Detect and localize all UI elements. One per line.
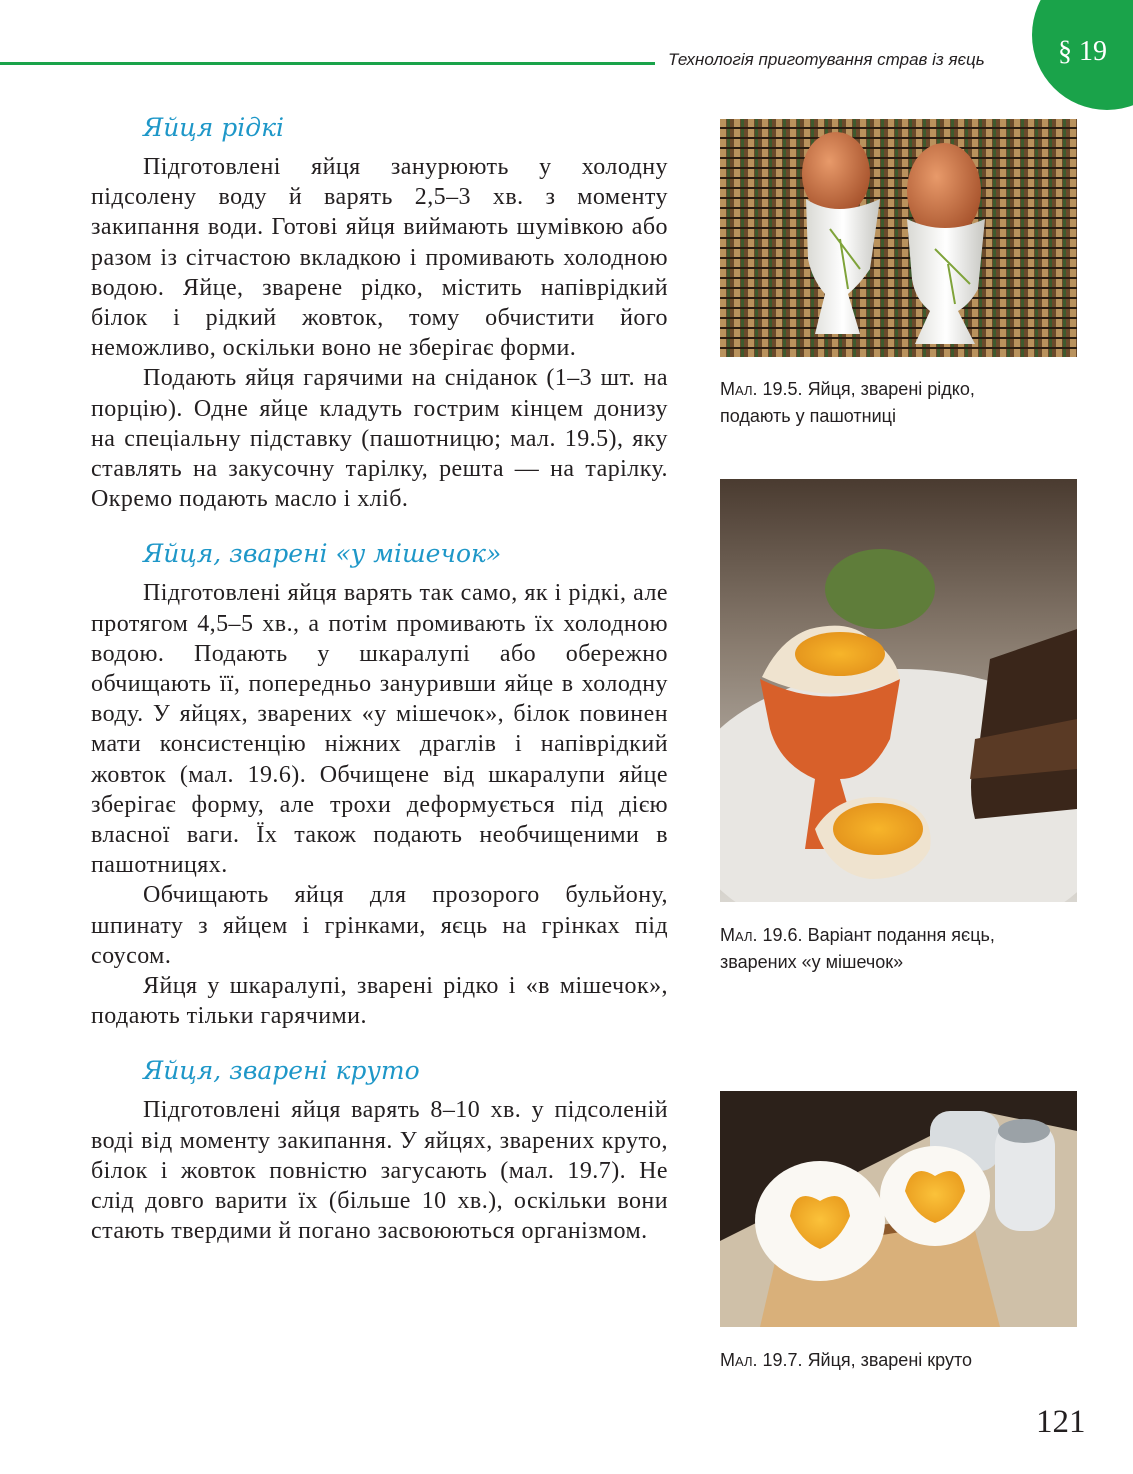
- paragraph: Обчищають яйця для прозорого бульйону, шпинату з яйцем і грінками, яєць на грінках під соусом.: [91, 882, 668, 969]
- paragraph: Підготовлені яйця занурюють у холодну підсолену воду й варять 2,5–3 хв. з моменту закипання води. Готові яйця виймають шумівкою або разом із сітчастою вкладкою і промивають холодною водою. Яйце, зварене рідко, містить напіврідкий білок і рідкий жовток, тому обчистити його неможливо, оскільки воно не зберігає форми.: [91, 154, 668, 362]
- section-heading: Яйця, зварені «у мішечок»: [143, 539, 502, 569]
- section-heading: Яйця, зварені круто: [143, 1056, 420, 1086]
- caption-text: подають у пашотниці: [720, 406, 896, 426]
- photo-eggs-in-egg-cups: [720, 119, 1077, 357]
- running-title: Технологія приготування страв із яєць: [668, 50, 985, 69]
- figure-label: Мал.: [720, 925, 758, 945]
- paragraph: Підготовлені яйця варять так само, як і рідкі, але протягом 4,5–5 хв., а потім промивають їх холодною водою. Подають у шкаралупі або обережно обчищають її, попередньо зануривши яйце в холодну воду. У яйцях, зварених «у мішечок», білок повинен мати консистенцію ніжних драглів і напіврідкий жовток (мал. 19.6). Обчищене від шкаралупи яйце зберігає форму, але трохи деформується під дією власної ваги. Їх також подають необчищеними в пашотницях.: [91, 580, 668, 879]
- figure-caption-19-5: [720, 376, 1100, 430]
- figure-number: 19.5.: [762, 379, 803, 399]
- paragraph: Підготовлені яйця варять 8–10 хв. у підсоленій воді від моменту закипання. У яйцях, зварених круто, білок і жовток повністю загусають (мал. 19.7). Не слід довго варити їх (більше 10 хв.), оскільки вони стають твердими й погано засвоюються організмом.: [91, 1097, 668, 1245]
- figure-caption-19-6: [720, 922, 1100, 976]
- section-pouch-boiled: [91, 536, 668, 1031]
- section-soft-boiled: [91, 110, 668, 514]
- paragraph: Яйця у шкаралупі, зварені рідко і «в мішечок», подають тільки гарячими.: [91, 973, 668, 1030]
- figure-caption-19-7: [720, 1347, 1100, 1374]
- caption-text: Яйця, зварені рідко,: [807, 379, 975, 399]
- figure-number: 19.7.: [762, 1350, 803, 1370]
- paragraph: Подають яйця гарячими на сніданок (1–3 шт. на порцію). Одне яйце кладуть гострим кінцем донизу на спеціальну підставку (пашотницю; мал. 19.5), яку ставлять на закусочну тарілку, решта — на тарілку. Окремо подають масло і хліб.: [91, 365, 668, 513]
- section-heading: Яйця рідкі: [143, 113, 285, 142]
- caption-text: Варіант подання яєць,: [807, 925, 995, 945]
- page-number: 121: [1036, 1404, 1086, 1440]
- figure-label: Мал.: [720, 1350, 758, 1370]
- main-text-column: [91, 110, 668, 1269]
- caption-text: зварених «у мішечок»: [720, 952, 904, 972]
- section-number: § 19: [1058, 36, 1107, 67]
- photo-soft-boiled-eggs: [720, 479, 1077, 902]
- photo-hard-boiled-eggs: [720, 1091, 1077, 1327]
- caption-text: Яйця, зварені круто: [807, 1350, 972, 1370]
- figure-label: Мал.: [720, 379, 758, 399]
- section-hard-boiled: [91, 1053, 668, 1246]
- figure-number: 19.6.: [762, 925, 803, 945]
- header-rule: [0, 62, 655, 65]
